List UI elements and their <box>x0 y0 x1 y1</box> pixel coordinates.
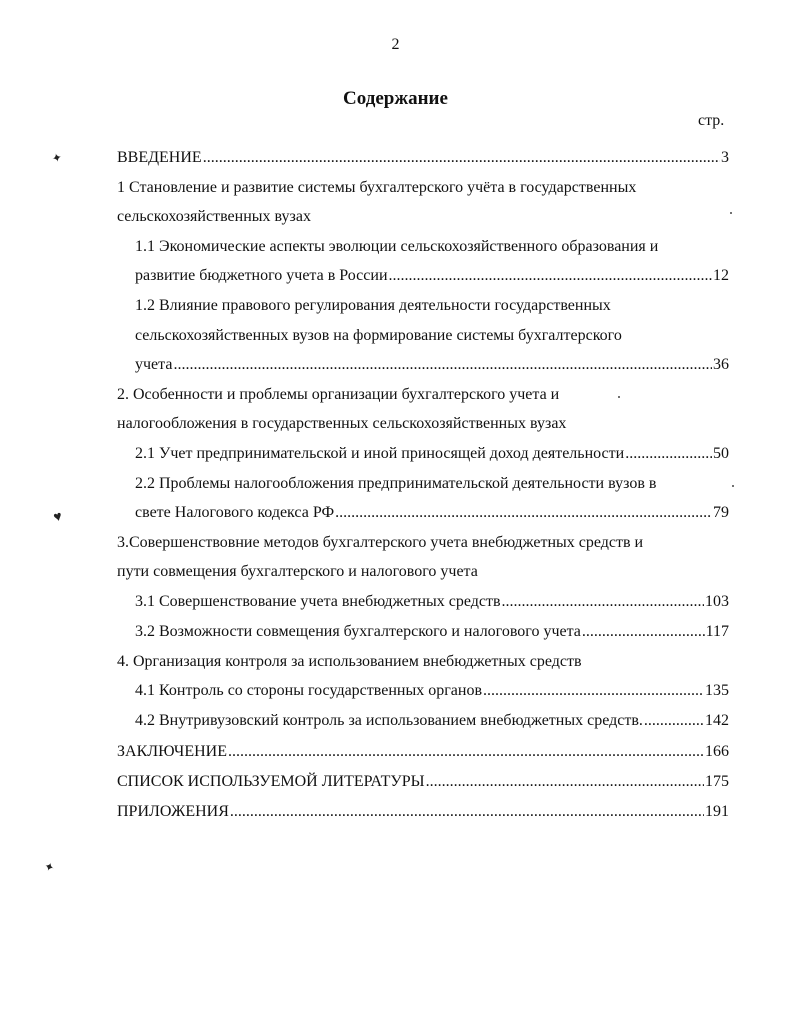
toc-entry: 1.1 Экономические аспекты эволюции сельскохозяйственного образования и <box>135 238 659 255</box>
page-number: 2 <box>391 36 400 53</box>
toc-entry-page: 135 <box>705 682 729 699</box>
toc-entry: сельскохозяйственных вузов на формирование системы бухгалтерского <box>135 327 622 344</box>
toc-entry-text: СПИСОК ИСПОЛЬЗУЕМОЙ ЛИТЕРАТУРЫ <box>117 773 425 790</box>
toc-entry <box>135 679 729 703</box>
toc-entry: сельскохозяйственных вузах <box>117 208 311 225</box>
page-column-label: стр. <box>698 112 725 129</box>
toc-entry-text: 4.2 Внутривузовский контроль за использованием внебюджетных средств. <box>135 712 643 729</box>
toc-entry <box>117 770 729 794</box>
dot-leader <box>502 590 704 614</box>
toc-entry <box>117 800 729 824</box>
toc-entry-page: 191 <box>705 803 729 820</box>
scan-speck <box>730 212 732 214</box>
toc-entry-text: ЗАКЛЮЧЕНИЕ <box>117 743 227 760</box>
toc-entry-text: учета <box>135 356 173 373</box>
toc-entry <box>135 709 729 733</box>
toc-entry: пути совмещения бухгалтерского и налогового учета <box>117 563 478 580</box>
toc-entry <box>135 353 729 377</box>
toc-entry <box>135 501 729 525</box>
toc-entry <box>135 590 729 614</box>
scan-artifact-mark: ♥ <box>52 509 64 526</box>
dot-leader <box>426 770 704 794</box>
toc-entry: 1.2 Влияние правового регулирования деятельности государственных <box>135 297 611 314</box>
dot-leader <box>335 501 712 525</box>
page-title: Содержание <box>343 88 448 109</box>
toc-entry-text: ВВЕДЕНИЕ <box>117 149 202 166</box>
dot-leader <box>230 800 704 824</box>
toc-entry-page: 117 <box>705 623 729 640</box>
dot-leader <box>625 442 712 466</box>
toc-entry: 1 Становление и развитие системы бухгалтерского учёта в государственных <box>117 179 637 196</box>
dot-leader <box>644 709 704 733</box>
scan-artifact-mark: ✦ <box>42 858 57 876</box>
toc-entry: 2. Особенности и проблемы организации бухгалтерского учета и <box>117 386 560 403</box>
toc-entry-page: 166 <box>705 743 729 760</box>
dot-leader <box>203 146 720 170</box>
toc-entry-text: развитие бюджетного учета в России <box>135 267 388 284</box>
toc-entry: налогообложения в государственных сельскохозяйственных вузах <box>117 415 567 432</box>
toc-entry-text: свете Налогового кодекса РФ <box>135 504 335 521</box>
toc-entry-text: 3.2 Возможности совмещения бухгалтерского и налогового учета <box>135 623 581 640</box>
toc-entry-page: 12 <box>713 267 729 284</box>
dot-leader <box>483 679 704 703</box>
toc-entry-page: 3 <box>721 149 729 166</box>
toc-entry-page: 79 <box>713 504 729 521</box>
toc-entry: 2.2 Проблемы налогообложения предпринимательской деятельности вузов в <box>135 475 657 492</box>
toc-entry-page: 142 <box>705 712 729 729</box>
toc-entry-page: 103 <box>705 593 729 610</box>
scan-artifact-mark: ✦ <box>50 149 64 167</box>
toc-entry-page: 175 <box>705 773 729 790</box>
toc-entry: 3.Совершенствовние методов бухгалтерского учета внебюджетных средств и <box>117 534 644 551</box>
scan-speck <box>618 396 620 398</box>
scan-speck <box>732 485 734 487</box>
toc-entry: 4. Организация контроля за использованием внебюджетных средств <box>117 653 582 670</box>
toc-entry <box>117 740 729 764</box>
toc-entry <box>135 264 729 288</box>
toc-entry <box>135 620 729 644</box>
toc-entry <box>135 442 729 466</box>
dot-leader <box>173 353 712 377</box>
toc-entry-text: ПРИЛОЖЕНИЯ <box>117 803 229 820</box>
toc-entry-text: 2.1 Учет предпринимательской и иной приносящей доход деятельности <box>135 445 625 462</box>
toc-entry-text: 4.1 Контроль со стороны государственных органов <box>135 682 482 699</box>
dot-leader <box>389 264 713 288</box>
toc-entry-page: 50 <box>713 445 729 462</box>
dot-leader <box>582 620 705 644</box>
toc-entry-text: 3.1 Совершенствование учета внебюджетных средств <box>135 593 501 610</box>
toc-entry-page: 36 <box>713 356 729 373</box>
toc-entry <box>117 146 729 170</box>
dot-leader <box>228 740 704 764</box>
